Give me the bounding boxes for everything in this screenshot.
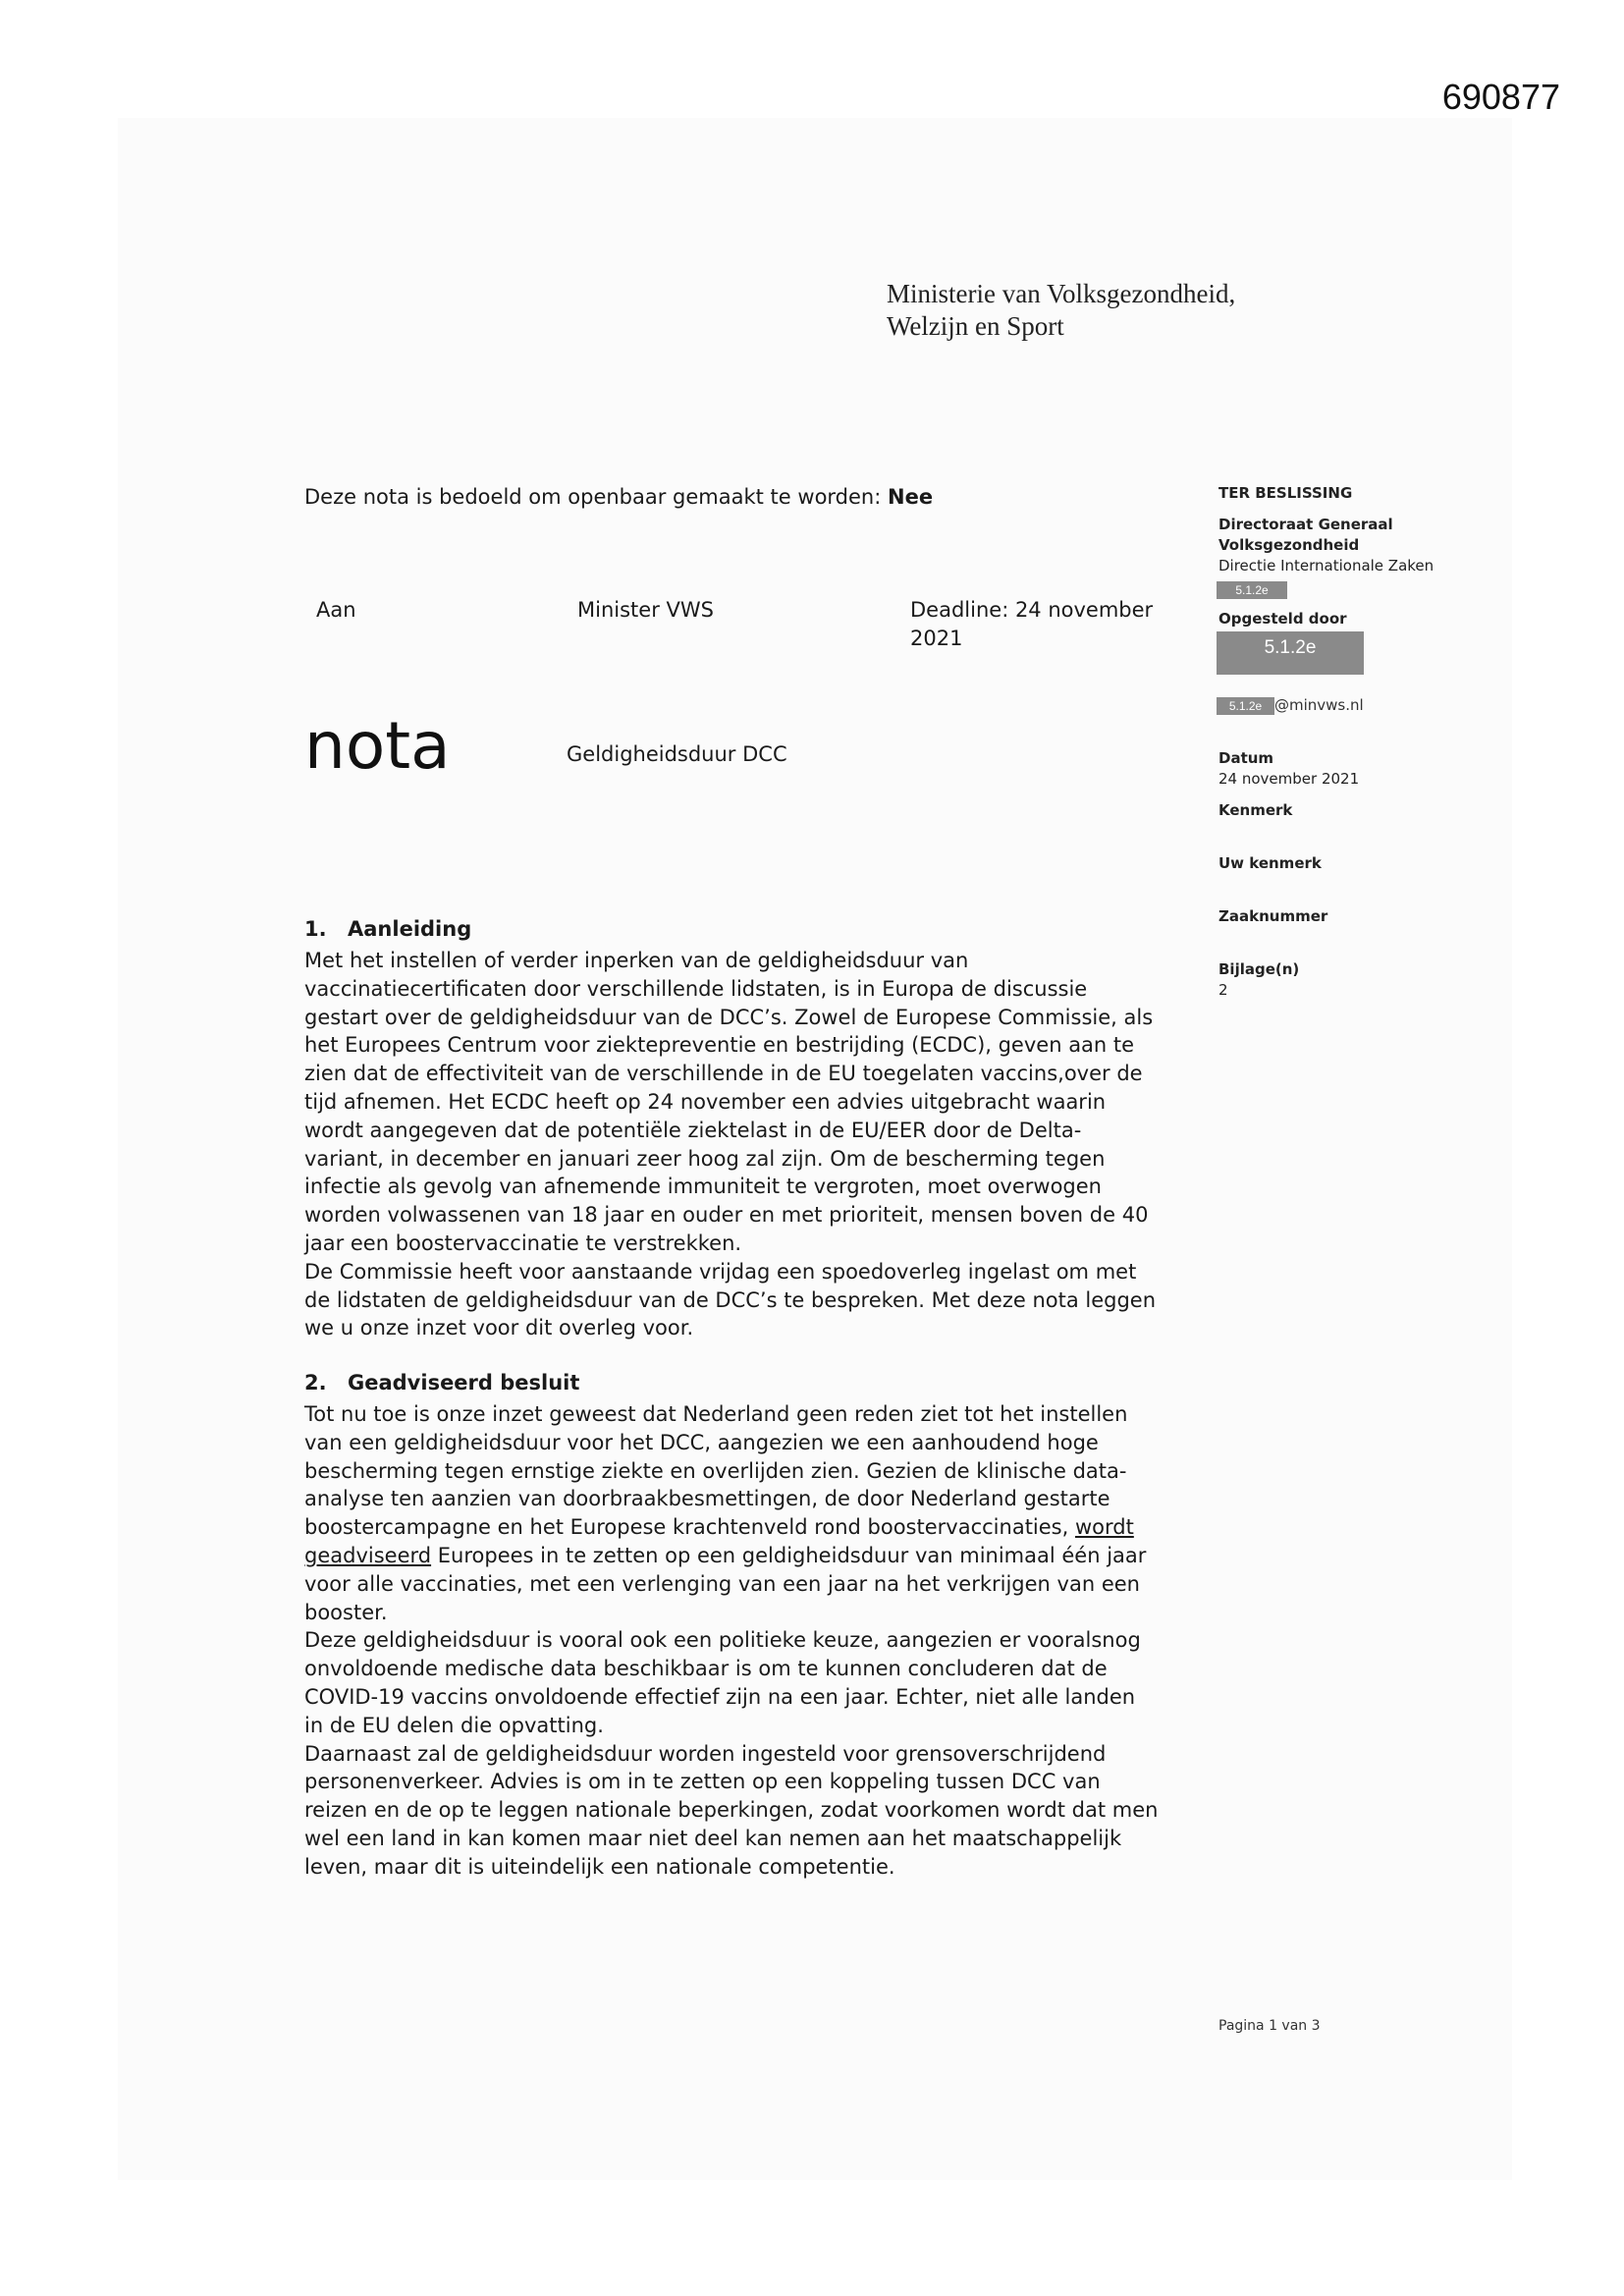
bijlagen-label: Bijlage(n) [1218, 960, 1300, 978]
addressee-label: Aan [316, 598, 356, 622]
sidebar-directorate [1218, 515, 1434, 576]
datum-value: 24 november 2021 [1218, 770, 1360, 788]
datum-label: Datum [1218, 749, 1274, 767]
line-text: boostercampagne en het Europese krachtenveld rond boostervaccinaties, [304, 1515, 1075, 1540]
email-suffix: @minvws.nl [1274, 696, 1364, 714]
section-2-number: 2. [304, 1371, 327, 1394]
document-number: 690877 [1441, 77, 1560, 117]
line-text: Europees in te zetten op een geldigheidsduur van minimaal één jaar [431, 1543, 1147, 1567]
paragraph-line: infectie als gevolg van afnemende immuniteit te vergroten, moet overwogen [304, 1175, 1102, 1199]
dg-line-1: Directoraat Generaal [1218, 516, 1393, 533]
paragraph-line: wel een land in kan komen maar niet deel kan nemen aan het maatschappelijk [304, 1826, 1122, 1850]
paragraph-line: leven, maar dit is uiteindelijk een nationale competentie. [304, 1854, 895, 1879]
section-1-number: 1. [304, 917, 327, 941]
redaction-box: 5.1.2e [1217, 581, 1287, 599]
zaaknummer-text: Zaaknummer [1218, 907, 1328, 925]
ministry-line-2: Welzijn en Sport [887, 311, 1064, 341]
paragraph-line: worden volwassenen van 18 jaar en ouder en met prioriteit, mensen boven de 40 [304, 1203, 1149, 1228]
paragraph-line: onvoldoende medische data beschikbaar is om te kunnen concluderen dat de [304, 1657, 1108, 1681]
paragraph-line: variant, in december en januari zeer hoog zal zijn. Om de bescherming tegen [304, 1146, 1106, 1171]
paragraph-line: COVID-19 vaccins onvoldoende effectief zijn na een jaar. Echter, niet alle landen [304, 1684, 1136, 1709]
underlined-text: geadviseerd [304, 1543, 432, 1567]
paragraph-line: de lidstaten de geldigheidsduur van de DCC’s te bespreken. Met deze nota leggen [304, 1287, 1157, 1312]
paragraph-line: vaccinatiecertificaten door verschillende lidstaten, is in Europa de discussie [304, 976, 1088, 1001]
deadline-line-1: Deadline: 24 november [910, 598, 1154, 622]
status-label: TER BESLISSING [1218, 484, 1353, 502]
paragraph-line: wordt aangegeven dat de potentiële ziektelast in de EU/EER door de Delta- [304, 1118, 1082, 1142]
zaaknummer-label [1218, 906, 1327, 927]
kenmerk-text: Kenmerk [1218, 801, 1293, 819]
paragraph-line: jaar een boostervaccinatie te verstrekken. [304, 1230, 742, 1255]
addressee-value: Minister VWS [577, 598, 714, 622]
document-type-title: nota [304, 708, 451, 784]
paragraph-line: booster. [304, 1600, 388, 1624]
redaction-box: 5.1.2e [1217, 697, 1274, 715]
underlined-text: wordt [1074, 1515, 1134, 1540]
paragraph-line: De Commissie heeft voor aanstaande vrijdag een spoedoverleg ingelast om met [304, 1259, 1137, 1284]
paragraph-line: in de EU delen die opvatting. [304, 1713, 604, 1737]
document-subject: Geldigheidsduur DCC [567, 742, 787, 766]
page-number: Pagina 1 van 3 [1218, 2018, 1321, 2034]
paragraph-line: voor alle vaccinaties, met een verlenging van een jaar na het verkrijgen van een [304, 1571, 1140, 1596]
public-value: Nee [888, 485, 934, 509]
section-2-title: Geadviseerd besluit [348, 1371, 580, 1394]
paragraph-line: zien dat de effectiviteit van de verschillende in de EU toegelaten vaccins,over de [304, 1062, 1143, 1086]
paragraph-line [304, 1542, 1188, 1570]
deadline [910, 596, 1165, 653]
section-1-heading [304, 917, 471, 941]
paragraph-line: analyse ten aanzien van doorbraakbesmettingen, de door Nederland gestarte [304, 1487, 1110, 1511]
paragraph-line: we u onze inzet voor dit overleg voor. [304, 1316, 694, 1340]
uw-kenmerk-label [1218, 853, 1322, 874]
sidebar-status [1218, 483, 1352, 504]
paragraph-line: Met het instellen of verder inperken van de geldigheidsduur van [304, 949, 969, 972]
uw-kenmerk-text: Uw kenmerk [1218, 854, 1322, 872]
paragraph-line: Daarnaast zal de geldigheidsduur worden ingesteld voor grensoverschrijdend [304, 1741, 1107, 1766]
email-line [1217, 695, 1364, 715]
bijlagen-block [1218, 959, 1299, 1001]
directie: Directie Internationale Zaken [1218, 557, 1435, 574]
paragraph-line: tijd afnemen. Het ECDC heeft op 24 november een advies uitgebracht waarin [304, 1089, 1107, 1114]
section-2-heading [304, 1371, 579, 1394]
redaction-box: 5.1.2e [1217, 631, 1364, 675]
paragraph-line: van een geldigheidsduur voor het DCC, aangezien we een aanhoudend hoge [304, 1430, 1099, 1454]
paragraph-line: gestart over de geldigheidsduur van de DCC’s. Zowel de Europese Commissie, als [304, 1005, 1154, 1029]
public-disclosure-line [304, 483, 933, 512]
section-1-body [304, 947, 1188, 1342]
opgesteld-text: Opgesteld door [1218, 610, 1347, 628]
ministry-logo-text [887, 278, 1235, 343]
paragraph-line: personenverkeer. Advies is om in te zetten op een koppeling tussen DCC van [304, 1770, 1101, 1794]
public-label: Deze nota is bedoeld om openbaar gemaakt te worden: [304, 485, 888, 509]
paragraph-line [304, 1513, 1188, 1542]
datum-block [1218, 748, 1359, 790]
section-2-body [304, 1400, 1188, 1882]
bijlagen-value: 2 [1218, 981, 1228, 999]
dg-line-2: Volksgezondheid [1218, 536, 1360, 554]
paragraph-line: reizen en de op te leggen nationale beperkingen, zodat voorkomen wordt dat men [304, 1798, 1159, 1823]
ministry-line-1: Ministerie van Volksgezondheid, [887, 279, 1236, 308]
section-1-title: Aanleiding [348, 917, 472, 941]
paragraph-line: Deze geldigheidsduur is vooral ook een politieke keuze, aangezien er vooralsnog [304, 1628, 1141, 1653]
paragraph-line: het Europees Centrum voor ziektepreventie en bestrijding (ECDC), geven aan te [304, 1033, 1135, 1058]
paragraph-line: bescherming tegen ernstige ziekte en overlijden zien. Gezien de klinische data- [304, 1458, 1127, 1483]
deadline-line-2: 2021 [910, 626, 963, 650]
paragraph-line: Tot nu toe is onze inzet geweest dat Nederland geen reden ziet tot het instellen [304, 1402, 1128, 1426]
kenmerk-label [1218, 800, 1292, 821]
opgesteld-label [1218, 609, 1347, 629]
